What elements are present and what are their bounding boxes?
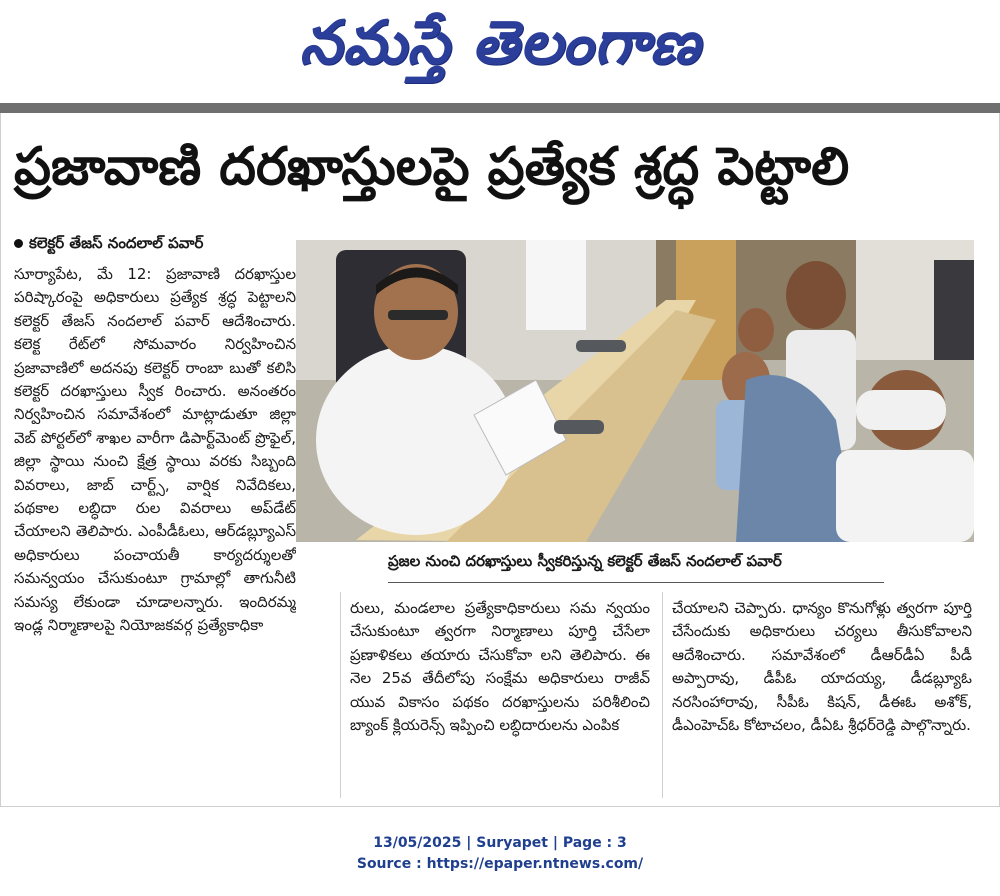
article-column-2: రులు, మండలాల ప్రత్యేకాధికారులు సమ న్వయం చేసుకుంటూ త్వరగా నిర్మాణాలు పూర్తి చేసేలా ప్రణాళికలు తయారు చేసుకోవా లని తెలిపారు. ఈ నెల 25వ తేదీలోపు సంక్షేమ అధికారులు రాజీవ్ యువ వికాసం పథకం దరఖాస్తులను పరిశీలించి బ్యాంక్ క్లియరెన్స్ ఇప్పించి లబ్ధిదారులను ఎంపిక: [350, 599, 650, 735]
masthead: [0, 0, 1000, 100]
bullet-icon: [14, 239, 23, 248]
column-divider-2: [662, 592, 663, 798]
byline-text: కలెక్టర్ తేజస్ నందలాల్ పవార్: [29, 234, 204, 252]
footer-date-edition: 13/05/2025 | Suryapet | Page : 3: [373, 835, 627, 851]
photo-illustration: [296, 240, 974, 542]
article-column-3: చేయాలని చెప్పారు. ధాన్యం కొనుగోళ్లు త్వరగా పూర్తి చేసేందుకు అధికారులు చర్యలు తీసుకోవాలని ఆదేశించారు. సమావేశంలో డీఆర్‌డీఏ పీడీ అప్పారావు, డీపీఓ యాదయ్య, డీడబ్ల్యూఓ నరసింహారావు, సీపీఓ కిషన్, డీఈఓ అశోక్, డీఎంహెచ్‌ఓ కోటాచలం, డీఏఓ శ్రీధర్‌రెడ్డి పాల్గొన్నారు.: [672, 599, 972, 735]
caption-rule: [388, 582, 884, 583]
photo-caption: ప్రజల నుంచి దరఖాస్తులు స్వీకరిస్తున్న కలెక్టర్ తేజస్ నందలాల్ పవార్: [388, 552, 782, 570]
headline: ప్రజావాణి దరఖాస్తులపై ప్రత్యేక శ్రద్ధ పెట్టాలి: [14, 137, 850, 197]
news-photo: [296, 240, 974, 542]
byline: [14, 232, 203, 254]
article-column-1: సూర్యాపేట, మే 12: ప్రజావాణి దరఖాస్తుల పరిష్కారంపై అధికారులు ప్రత్యేక శ్రద్ధ పెట్టాలని కలెక్టర్ తేజస్ నందలాల్ పవార్ ఆదేశించారు. కలెక్ట రేట్‌లో సోమవారం నిర్వహించిన ప్రజావాణిలో అదనపు కలెక్టర్ రాంబా బుతో కలిసి కలెక్టర్ దరఖాస్తులు స్వీక రించారు. అనంతరం నిర్వహించిన సమావేశంలో మాట్లాడుతూ జిల్లా వెబ్ పోర్టల్‌లో శాఖల వారీగా డిపార్ట్‌మెంట్ ప్రొఫైల్, జిల్లా స్థాయి నుంచి క్షేత్ర స్థాయి వరకు సిబ్బంది వివరాలు, జాబ్ చార్ట్స్, వార్షిక నివేదికలు, పథకాల లబ్ధిదా రుల వివరాలు అప్‌డేట్ చేయాలని తెలిపారు. ఎంపీడీఓలు, ఆర్‌డబ్ల్యూఎస్ అధికారులు పంచాయతీ కార్యదర్శులతో సమన్వయం చేసుకుంటూ గ్రామాల్లో తాగునీటి సమస్య లేకుండా చూడాలన్నారు. ఇందిరమ్మ ఇండ్ల నిర్మాణాలపై నియోజకవర్గ ప్రత్యేకాధికా: [14, 265, 296, 635]
top-rule: [0, 103, 1000, 113]
masthead-title: నమస్తే తెలంగాణ: [299, 8, 701, 78]
column-divider-1: [340, 592, 341, 798]
footer-source: Source : https://epaper.ntnews.com/: [356, 856, 644, 872]
